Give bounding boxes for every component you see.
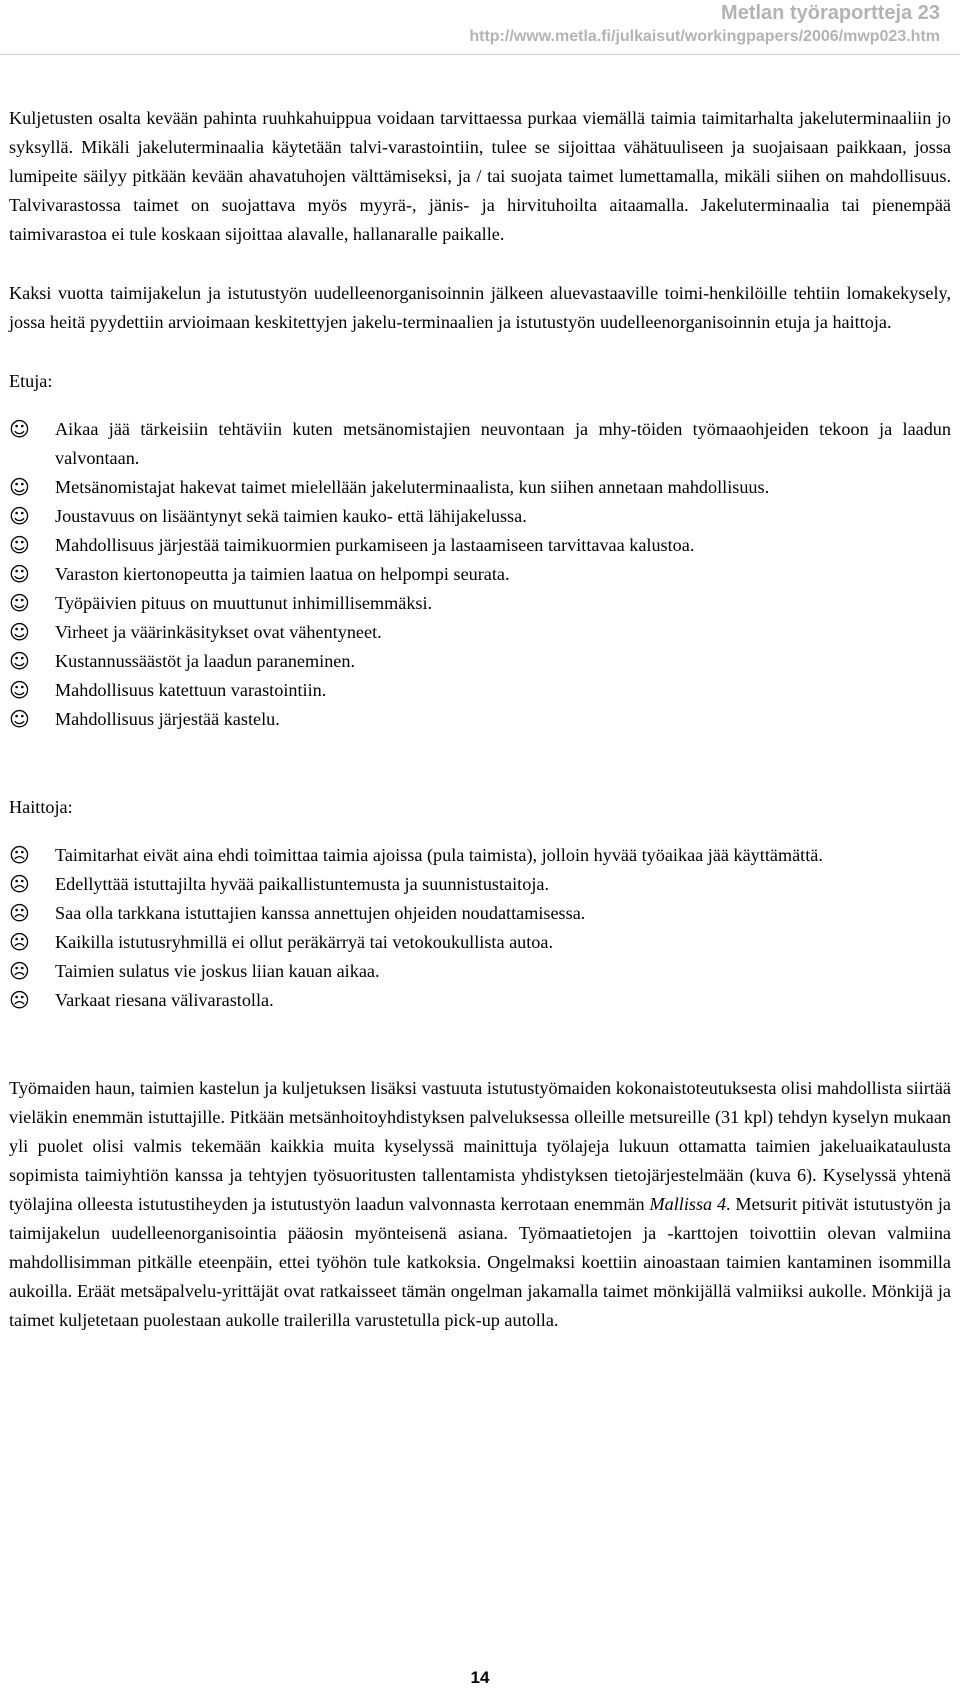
- frowning-face-icon: ☹: [9, 988, 30, 1012]
- header-divider: [0, 54, 960, 55]
- smiley-face-icon: ☺: [9, 620, 30, 644]
- heading-etuja: Etuja:: [9, 371, 53, 391]
- list-item: [9, 560, 951, 589]
- list-item-text: Mahdollisuus järjestää kastelu.: [55, 709, 280, 729]
- advantages-list: [9, 415, 951, 734]
- frowning-face-icon: ☹: [9, 872, 30, 896]
- list-item: [9, 928, 951, 957]
- list-item-text: Aikaa jää tärkeisiin tehtäviin kuten metsänomistajien neuvontaan ja mhy-töiden työmaaohjeiden tekoon ja laadun valvontaan.: [55, 419, 951, 468]
- page-number: 14: [470, 1668, 490, 1687]
- list-item-text: Mahdollisuus katettuun varastointiin.: [55, 680, 327, 700]
- list-item-text: Virheet ja väärinkäsitykset ovat vähentyneet.: [55, 622, 382, 642]
- list-item-text: Joustavuus on lisääntynyt sekä taimien kauko- että lähijakelussa.: [55, 506, 527, 526]
- smiley-face-icon: ☺: [9, 533, 30, 557]
- frowning-face-icon: ☹: [9, 843, 30, 867]
- list-item: [9, 676, 951, 705]
- list-item: [9, 957, 951, 986]
- list-item: [9, 899, 951, 928]
- heading-haittoja: Haittoja:: [9, 797, 73, 817]
- list-item: [9, 415, 951, 473]
- list-item-text: Taimitarhat eivät aina ehdi toimittaa taimia ajoissa (pula taimista), jolloin hyvää työaikaa jää käyttämättä.: [55, 845, 823, 865]
- list-item: [9, 589, 951, 618]
- list-item: [9, 841, 951, 870]
- list-item: [9, 647, 951, 676]
- list-item-text: Kustannussäästöt ja laadun paraneminen.: [55, 651, 356, 671]
- list-item: [9, 870, 951, 899]
- page-header: [469, 0, 940, 48]
- smiley-face-icon: ☺: [9, 504, 30, 528]
- paragraph-workers: [9, 1074, 951, 1335]
- smiley-face-icon: ☺: [9, 475, 30, 499]
- smiley-face-icon: ☺: [9, 678, 30, 702]
- list-item-text: Mahdollisuus järjestää taimikuormien purkamiseen ja lastaamiseen tarvittavaa kalustoa.: [55, 535, 695, 555]
- list-item: [9, 618, 951, 647]
- smiley-face-icon: ☺: [9, 562, 30, 586]
- paragraph-transport: Kuljetusten osalta kevään pahinta ruuhkahuippua voidaan tarvittaessa purkaa viemällä taimia taimitarhalta jakeluterminaaliin jo syksyllä. Mikäli jakeluterminaalia käytetään talvi-varastointiin, tulee se sijoittaa vähätuuliseen ja suojaisaan paikkaan, jossa lumipeite säilyy pitkään kevään ahavatuhojen välttämiseksi, ja / tai suojata taimet lumettamalla, mikäli siihen on mahdollisuus. Talvivarastossa taimet on suojattava myös myyrä-, jänis- ja hirvituhoilta aitaamalla. Jakeluterminaalia tai pienempää taimivarastoa ei tule koskaan sijoittaa alavalle, hallanaralle paikalle.: [9, 108, 951, 244]
- document-body: [9, 104, 951, 1335]
- list-item-text: Varkaat riesana välivarastolla.: [55, 990, 274, 1010]
- frowning-face-icon: ☹: [9, 930, 30, 954]
- smiley-face-icon: ☺: [9, 591, 30, 615]
- smiley-face-icon: ☺: [9, 707, 30, 731]
- smiley-face-icon: ☺: [9, 417, 30, 441]
- paragraph-workers-text-1: Työmaiden haun, taimien kastelun ja kuljetuksen lisäksi vastuuta istutustyömaiden kokonaistoteutuksesta olisi mahdollista siirtää vieläkin enemmän istuttajille. Pitkään metsänhoitoyhdistyksen palveluksessa olleille metsureille (31 kpl) tehdyn kyselyn mukaan yli puolet olisi valmis tekemään kaikkia muita kyselyssä mainittuja työlajeja lukuun ottamatta taimien jakeluaikataulusta sopimista taimiyhtiön kanssa ja tehtyjen työsuoritusten tallentamista yhdistyksen tietojärjestelmään (kuva 6). Kyselyssä yhtenä työlajina olleesta istutustiheyden ja istutustyön laadun valvonnasta kerrotaan enemmän: [9, 1078, 951, 1214]
- list-item-text: Varaston kiertonopeutta ja taimien laatua on helpompi seurata.: [55, 564, 510, 584]
- frowning-face-icon: ☹: [9, 901, 30, 925]
- list-item-text: Saa olla tarkkana istuttajien kanssa annettujen ohjeiden noudattamisessa.: [55, 903, 586, 923]
- disadvantages-list: [9, 841, 951, 1015]
- paragraph-workers-text-2: . Metsurit pitivät istutustyön ja taimijakelun uudelleenorganisointia pääosin myönteisenä asiana. Työmaatietojen ja -karttojen toivottiin olevan valmiina mahdollisimman pitkälle eteenpäin, ettei työhön tule katkoksia. Ongelmaksi koettiin ainoastaan taimien kantaminen isommilla aukoilla. Eräät metsäpalvelu-yrittäjät ovat ratkaisseet tämän ongelman jakamalla taimet mönkijällä valmiiksi aukolle. Mönkijä ja taimet kuljetetaan puolestaan aukolle trailerilla varustetulla pick-up autolla.: [9, 1194, 951, 1330]
- series-title: Metlan työraportteja 23: [721, 2, 940, 24]
- paragraph-survey: Kaksi vuotta taimijakelun ja istutustyön uudelleenorganisoinnin jälkeen aluevastaaville toimi-henkilöille tehtiin lomakekysely, jossa heitä pyydettiin arvioimaan keskitettyjen jakelu-terminaalien ja istutustyön uudelleenorganisoinnin etuja ja haittoja.: [9, 283, 951, 332]
- list-item: [9, 473, 951, 502]
- list-item: [9, 531, 951, 560]
- list-item-text: Metsänomistajat hakevat taimet mielellään jakeluterminaalista, kun siihen annetaan mahdollisuus.: [55, 477, 770, 497]
- list-item: [9, 502, 951, 531]
- list-item: [9, 705, 951, 734]
- list-item-text: Taimien sulatus vie joskus liian kauan aikaa.: [55, 961, 380, 981]
- list-item: [9, 986, 951, 1015]
- list-item-text: Kaikilla istutusryhmillä ei ollut peräkärryä tai vetokoukullista autoa.: [55, 932, 554, 952]
- publication-url[interactable]: http://www.metla.fi/julkaisut/workingpapers/2006/mwp023.htm: [469, 28, 940, 45]
- frowning-face-icon: ☹: [9, 959, 30, 983]
- smiley-face-icon: ☺: [9, 649, 30, 673]
- paragraph-workers-italic: Mallissa 4: [649, 1194, 727, 1214]
- list-item-text: Työpäivien pituus on muuttunut inhimillisemmäksi.: [55, 593, 433, 613]
- list-item-text: Edellyttää istuttajilta hyvää paikallistuntemusta ja suunnistustaitoja.: [55, 874, 549, 894]
